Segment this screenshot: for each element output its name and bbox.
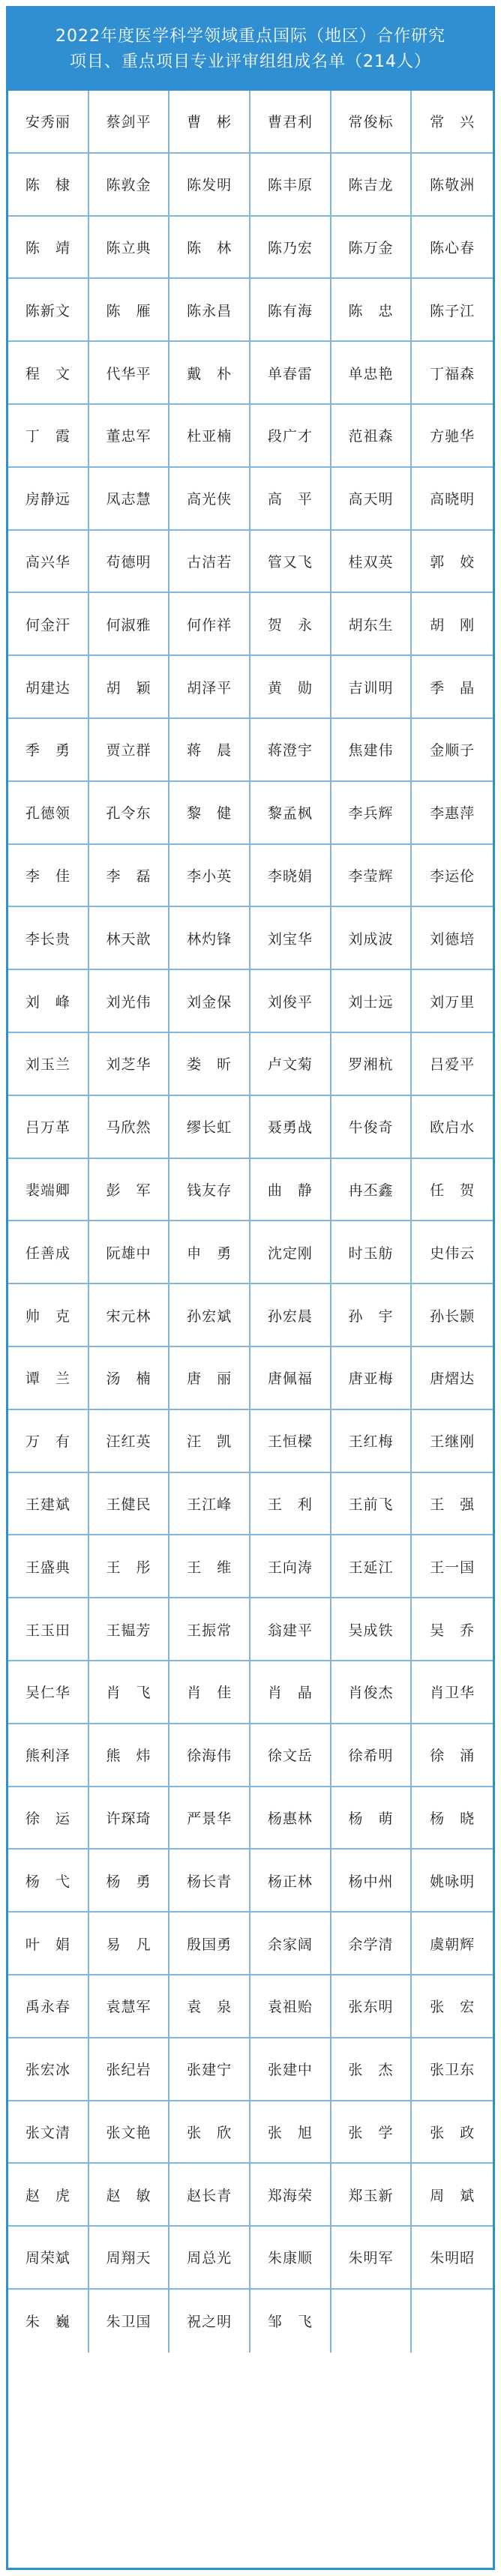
- name-cell: 何淑雅: [89, 593, 170, 656]
- name-cell: 陈有海: [250, 279, 332, 342]
- name-cell: 赵 虎: [8, 2164, 89, 2227]
- name-cell: 宋元林: [89, 1284, 170, 1347]
- name-cell: 许琛琦: [89, 1787, 170, 1850]
- name-cell: 钱友存: [170, 1159, 250, 1222]
- name-cell: 袁祖贻: [250, 1975, 332, 2038]
- name-cell: 吕万革: [8, 1096, 89, 1159]
- name-cell: 唐亚梅: [332, 1347, 412, 1410]
- name-cell: 王 利: [250, 1473, 332, 1536]
- name-cell: 王江峰: [170, 1473, 250, 1536]
- name-cell: 陈乃宏: [250, 217, 332, 280]
- name-cell: 蒋 晨: [170, 719, 250, 782]
- name-cell: 陈 棣: [8, 154, 89, 217]
- name-cell: 周荣斌: [8, 2227, 89, 2290]
- name-cell: 陈 林: [170, 217, 250, 280]
- name-cell: 王玉田: [8, 1598, 89, 1661]
- name-cell: 欧启水: [412, 1096, 493, 1159]
- name-cell: 吴 乔: [412, 1598, 493, 1661]
- name-cell: 黄 勋: [250, 656, 332, 719]
- name-cell: 卢文菊: [250, 1033, 332, 1096]
- name-cell: 常 兴: [412, 91, 493, 154]
- name-cell: 徐 运: [8, 1787, 89, 1850]
- name-cell: 王 彤: [89, 1535, 170, 1598]
- name-cell: 张 旭: [250, 2101, 332, 2164]
- name-cell: 凤志慧: [89, 468, 170, 531]
- name-cell: 聂勇战: [250, 1096, 332, 1159]
- name-cell: 高光侠: [170, 468, 250, 531]
- name-cell: 李小英: [170, 845, 250, 908]
- name-grid: [8, 91, 493, 2353]
- name-cell: 汪 凯: [170, 1410, 250, 1473]
- name-cell: 陈万金: [332, 217, 412, 280]
- name-cell: 段广才: [250, 405, 332, 468]
- name-cell: 王恒樑: [250, 1410, 332, 1473]
- name-cell: 罗湘杭: [332, 1033, 412, 1096]
- name-cell: 陈发明: [170, 154, 250, 217]
- name-cell: 董忠军: [89, 405, 170, 468]
- name-cell: 张 欣: [170, 2101, 250, 2164]
- name-cell: 蒋澄宇: [250, 719, 332, 782]
- name-cell: 张文艳: [89, 2101, 170, 2164]
- name-cell: 吉训明: [332, 656, 412, 719]
- name-cell: 孙宏斌: [170, 1284, 250, 1347]
- name-cell: 吴仁华: [8, 1661, 89, 1724]
- name-cell: 王建斌: [8, 1473, 89, 1536]
- name-cell: 刘玉兰: [8, 1033, 89, 1096]
- name-cell: 张东明: [332, 1975, 412, 2038]
- name-cell: 杨惠林: [250, 1787, 332, 1850]
- name-cell: 王继刚: [412, 1410, 493, 1473]
- name-cell: 孙长颢: [412, 1284, 493, 1347]
- name-cell: 李惠萍: [412, 782, 493, 845]
- name-cell: 李兵辉: [332, 782, 412, 845]
- name-cell: 王向涛: [250, 1535, 332, 1598]
- name-cell: 虞朝辉: [412, 1913, 493, 1975]
- name-cell: 陈敦金: [89, 154, 170, 217]
- name-cell: 胡东生: [332, 593, 412, 656]
- name-cell: 冉丕鑫: [332, 1159, 412, 1222]
- name-cell: 张文清: [8, 2101, 89, 2164]
- name-cell: 牛俊奇: [332, 1096, 412, 1159]
- name-cell: 张建中: [250, 2038, 332, 2101]
- name-cell: 杨长青: [170, 1850, 250, 1913]
- name-cell: 王前飞: [332, 1473, 412, 1536]
- name-cell: 焦建伟: [332, 719, 412, 782]
- name-cell: 杨正林: [250, 1850, 332, 1913]
- name-cell: 金顺子: [412, 719, 493, 782]
- name-cell: 胡 颖: [89, 656, 170, 719]
- name-cell: 沈定刚: [250, 1221, 332, 1284]
- name-cell: 刘芝华: [89, 1033, 170, 1096]
- name-cell: 陈 靖: [8, 217, 89, 280]
- name-cell: 王 强: [412, 1473, 493, 1536]
- name-cell: 王 维: [170, 1535, 250, 1598]
- name-cell: 郭 姣: [412, 531, 493, 594]
- name-cell: 张 政: [412, 2101, 493, 2164]
- name-cell: 代华平: [89, 342, 170, 405]
- name-cell: 帅 克: [8, 1284, 89, 1347]
- name-cell: 陈 雁: [89, 279, 170, 342]
- name-cell: 徐文岳: [250, 1724, 332, 1787]
- name-cell: 邹 飞: [250, 2290, 332, 2353]
- name-cell: 阮雄中: [89, 1221, 170, 1284]
- name-cell: 苟德明: [89, 531, 170, 594]
- name-cell: 蔡剑平: [89, 91, 170, 154]
- name-cell: 陈丰原: [250, 154, 332, 217]
- name-cell: 杨 勇: [89, 1850, 170, 1913]
- name-cell: 肖 飞: [89, 1661, 170, 1724]
- name-cell: 赵 敏: [89, 2164, 170, 2227]
- name-cell: 朱康顺: [250, 2227, 332, 2290]
- name-cell: 肖 佳: [170, 1661, 250, 1724]
- name-cell: 胡泽平: [170, 656, 250, 719]
- name-cell: 古洁若: [170, 531, 250, 594]
- name-cell: 曹 彬: [170, 91, 250, 154]
- name-cell: 刘金保: [170, 970, 250, 1033]
- name-cell: 贺 永: [250, 593, 332, 656]
- name-cell: 张建宁: [170, 2038, 250, 2101]
- name-cell: 肖 晶: [250, 1661, 332, 1724]
- name-cell: 杨 晓: [412, 1787, 493, 1850]
- name-cell: 朱明昭: [412, 2227, 493, 2290]
- name-cell: 严景华: [170, 1787, 250, 1850]
- name-cell: 张 杰: [332, 2038, 412, 2101]
- name-cell: 禹永春: [8, 1975, 89, 2038]
- title-line-2: 项目、重点项目专业评审组组成名单（214人）: [70, 52, 431, 71]
- name-cell: 方驰华: [412, 405, 493, 468]
- name-cell: 王一国: [412, 1535, 493, 1598]
- name-cell: 余学清: [332, 1913, 412, 1975]
- name-cell: 张 宏: [412, 1975, 493, 2038]
- name-cell: 黎 健: [170, 782, 250, 845]
- name-cell: 祝之明: [170, 2290, 250, 2353]
- name-cell: 刘万里: [412, 970, 493, 1033]
- name-cell: 周 斌: [412, 2164, 493, 2227]
- name-cell: 林天歆: [89, 907, 170, 970]
- name-cell: 赵长青: [170, 2164, 250, 2227]
- name-cell: 陈心春: [412, 217, 493, 280]
- name-cell: 徐希明: [332, 1724, 412, 1787]
- name-cell: 熊利泽: [8, 1724, 89, 1787]
- name-cell: 王韫芳: [89, 1598, 170, 1661]
- name-cell: 翁建平: [250, 1598, 332, 1661]
- name-cell: 朱 巍: [8, 2290, 89, 2353]
- name-cell: 房静远: [8, 468, 89, 531]
- name-cell: 刘 峰: [8, 970, 89, 1033]
- name-cell: 范祖森: [332, 405, 412, 468]
- name-cell: 郑玉新: [332, 2164, 412, 2227]
- name-cell: 谭 兰: [8, 1347, 89, 1410]
- name-cell: 张卫东: [412, 2038, 493, 2101]
- name-cell: 高兴华: [8, 531, 89, 594]
- name-cell: 任善成: [8, 1221, 89, 1284]
- name-cell: 曹君利: [250, 91, 332, 154]
- name-cell: 王振常: [170, 1598, 250, 1661]
- name-cell: 肖卫华: [412, 1661, 493, 1724]
- name-cell: 史伟云: [412, 1221, 493, 1284]
- name-cell: 管又飞: [250, 531, 332, 594]
- name-cell: 杨 萌: [332, 1787, 412, 1850]
- name-cell: 马欣然: [89, 1096, 170, 1159]
- name-cell: 张宏冰: [8, 2038, 89, 2101]
- name-cell: 安秀丽: [8, 91, 89, 154]
- name-cell: 朱卫国: [89, 2290, 170, 2353]
- name-cell: 陈永昌: [170, 279, 250, 342]
- name-cell: 高晓明: [412, 468, 493, 531]
- name-cell: 孔令东: [89, 782, 170, 845]
- name-cell: 徐 涌: [412, 1724, 493, 1787]
- name-cell: 李晓娟: [250, 845, 332, 908]
- committee-list-frame: [6, 6, 495, 2570]
- name-cell: 陈吉龙: [332, 154, 412, 217]
- name-cell: 李 磊: [89, 845, 170, 908]
- name-cell: 陈新文: [8, 279, 89, 342]
- name-cell: 朱明军: [332, 2227, 412, 2290]
- name-cell: 李运伦: [412, 845, 493, 908]
- empty-cell: [332, 2290, 412, 2353]
- name-cell: 季 晶: [412, 656, 493, 719]
- name-cell: 戴 朴: [170, 342, 250, 405]
- name-cell: 常俊标: [332, 91, 412, 154]
- name-cell: 徐海伟: [170, 1724, 250, 1787]
- name-cell: 刘俊平: [250, 970, 332, 1033]
- name-cell: 汪红英: [89, 1410, 170, 1473]
- name-cell: 李 佳: [8, 845, 89, 908]
- name-cell: 陈 忠: [332, 279, 412, 342]
- name-cell: 陈子江: [412, 279, 493, 342]
- name-cell: 何金汗: [8, 593, 89, 656]
- name-cell: 高天明: [332, 468, 412, 531]
- name-cell: 吕爱平: [412, 1033, 493, 1096]
- name-cell: 郑海荣: [250, 2164, 332, 2227]
- name-cell: 唐佩福: [250, 1347, 332, 1410]
- name-cell: 刘德培: [412, 907, 493, 970]
- name-cell: 李长贵: [8, 907, 89, 970]
- name-cell: 缪长虹: [170, 1096, 250, 1159]
- name-cell: 姚咏明: [412, 1850, 493, 1913]
- name-cell: 袁 泉: [170, 1975, 250, 2038]
- name-cell: 孙 宇: [332, 1284, 412, 1347]
- name-cell: 肖俊杰: [332, 1661, 412, 1724]
- name-cell: 易 凡: [89, 1913, 170, 1975]
- name-cell: 王健民: [89, 1473, 170, 1536]
- name-cell: 熊 炜: [89, 1724, 170, 1787]
- name-cell: 杨中州: [332, 1850, 412, 1913]
- name-cell: 张 学: [332, 2101, 412, 2164]
- name-cell: 杨 弋: [8, 1850, 89, 1913]
- name-cell: 张纪岩: [89, 2038, 170, 2101]
- name-cell: 林灼锋: [170, 907, 250, 970]
- name-cell: 周总光: [170, 2227, 250, 2290]
- name-cell: 黎孟枫: [250, 782, 332, 845]
- name-cell: 余家阔: [250, 1913, 332, 1975]
- name-cell: 何作祥: [170, 593, 250, 656]
- title-banner: [8, 8, 493, 91]
- name-cell: 丁福森: [412, 342, 493, 405]
- name-cell: 胡建达: [8, 656, 89, 719]
- name-cell: 李莹辉: [332, 845, 412, 908]
- name-cell: 程 文: [8, 342, 89, 405]
- name-cell: 季 勇: [8, 719, 89, 782]
- name-cell: 殷国勇: [170, 1913, 250, 1975]
- name-cell: 陈敬洲: [412, 154, 493, 217]
- name-cell: 桂双英: [332, 531, 412, 594]
- name-cell: 娄 昕: [170, 1033, 250, 1096]
- name-cell: 王盛典: [8, 1535, 89, 1598]
- name-cell: 单春雷: [250, 342, 332, 405]
- name-cell: 周翔天: [89, 2227, 170, 2290]
- name-cell: 曲 静: [250, 1159, 332, 1222]
- name-cell: 刘士远: [332, 970, 412, 1033]
- name-cell: 刘宝华: [250, 907, 332, 970]
- name-cell: 孙宏晨: [250, 1284, 332, 1347]
- name-cell: 叶 娟: [8, 1913, 89, 1975]
- name-cell: 王红梅: [332, 1410, 412, 1473]
- name-cell: 孔德领: [8, 782, 89, 845]
- name-cell: 王延江: [332, 1535, 412, 1598]
- name-cell: 单忠艳: [332, 342, 412, 405]
- empty-cell: [412, 2290, 493, 2353]
- name-cell: 刘光伟: [89, 970, 170, 1033]
- name-cell: 陈立典: [89, 217, 170, 280]
- name-cell: 彭 军: [89, 1159, 170, 1222]
- name-cell: 时玉舫: [332, 1221, 412, 1284]
- name-cell: 申 勇: [170, 1221, 250, 1284]
- name-cell: 唐 丽: [170, 1347, 250, 1410]
- name-cell: 高 平: [250, 468, 332, 531]
- name-cell: 裴端卿: [8, 1159, 89, 1222]
- name-cell: 杜亚楠: [170, 405, 250, 468]
- name-cell: 袁慧军: [89, 1975, 170, 2038]
- name-cell: 刘成波: [332, 907, 412, 970]
- name-cell: 贾立群: [89, 719, 170, 782]
- title-line-1: 2022年度医学科学领域重点国际（地区）合作研究: [56, 27, 446, 46]
- name-cell: 唐熠达: [412, 1347, 493, 1410]
- name-cell: 任 贺: [412, 1159, 493, 1222]
- name-cell: 胡 刚: [412, 593, 493, 656]
- name-cell: 丁 霞: [8, 405, 89, 468]
- name-cell: 万 有: [8, 1410, 89, 1473]
- name-cell: 汤 楠: [89, 1347, 170, 1410]
- name-cell: 吴成铁: [332, 1598, 412, 1661]
